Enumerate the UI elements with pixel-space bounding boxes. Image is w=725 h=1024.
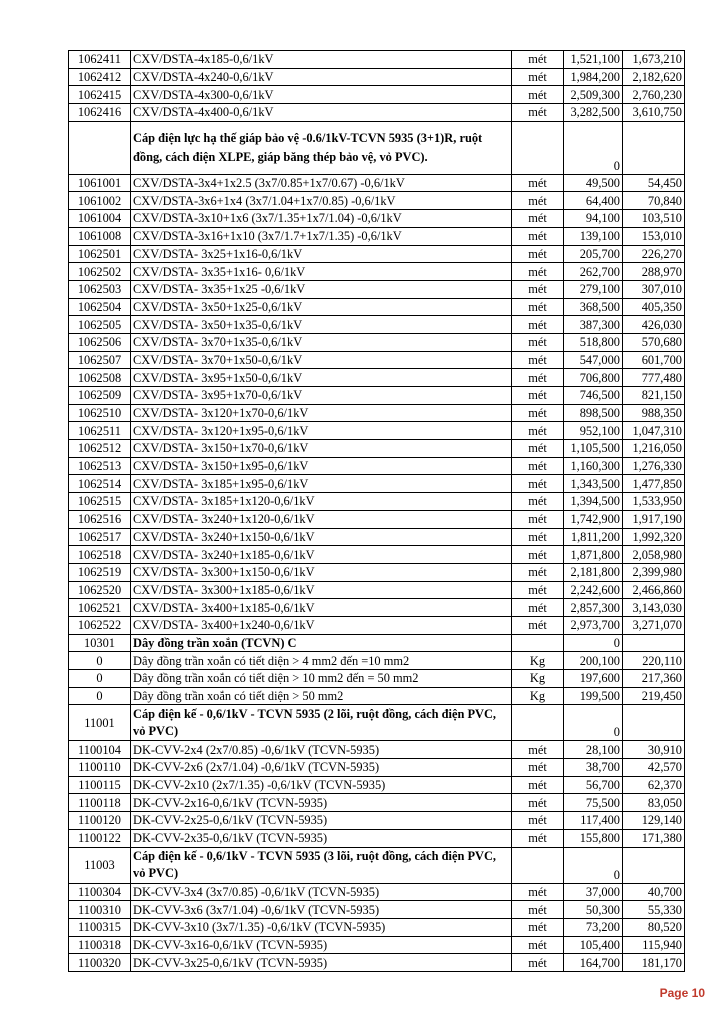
unit-cell: Kg bbox=[512, 687, 564, 705]
unit-cell: mét bbox=[512, 68, 564, 86]
unit-cell: mét bbox=[512, 404, 564, 422]
price-cell: 164,700 bbox=[564, 954, 623, 972]
price-vat-cell: 115,940 bbox=[623, 936, 685, 954]
product-name-cell: CXV/DSTA-3x6+1x4 (3x7/1.04+1x7/0.85) -0,6/1kV bbox=[131, 192, 512, 210]
product-code-cell: 1062415 bbox=[69, 86, 131, 104]
unit-cell: mét bbox=[512, 369, 564, 387]
product-code-cell: 1100104 bbox=[69, 741, 131, 759]
price-vat-cell: 1,992,320 bbox=[623, 528, 685, 546]
table-row bbox=[69, 546, 685, 564]
product-code-cell: 1062508 bbox=[69, 369, 131, 387]
table-row bbox=[69, 936, 685, 954]
product-name-cell: CXV/DSTA- 3x35+1x16- 0,6/1kV bbox=[131, 263, 512, 281]
unit-cell: mét bbox=[512, 351, 564, 369]
table-row bbox=[69, 404, 685, 422]
product-code-cell: 1100120 bbox=[69, 812, 131, 830]
product-code-cell: 1062514 bbox=[69, 475, 131, 493]
unit-cell: mét bbox=[512, 210, 564, 228]
product-name-cell: Cáp điện kế - 0,6/1kV - TCVN 5935 (2 lõi, ruột đồng, cách điện PVC, vỏ PVC) bbox=[131, 705, 512, 741]
price-vat-cell: 2,399,980 bbox=[623, 563, 685, 581]
product-name-cell: Cáp điện lực hạ thế giáp bảo vệ -0.6/1kV-TCVN 5935 (3+1)R, ruột đồng, cách điện XLPE, giáp băng thép bảo vệ, vỏ PVC). bbox=[131, 121, 512, 174]
price-cell: 387,300 bbox=[564, 316, 623, 334]
product-name-cell: CXV/DSTA- 3x240+1x150-0,6/1kV bbox=[131, 528, 512, 546]
product-name-cell: CXV/DSTA- 3x120+1x95-0,6/1kV bbox=[131, 422, 512, 440]
price-vat-cell: 1,477,850 bbox=[623, 475, 685, 493]
unit-cell: mét bbox=[512, 387, 564, 405]
unit-cell: Kg bbox=[512, 652, 564, 670]
price-cell: 1,871,800 bbox=[564, 546, 623, 564]
product-code-cell: 1061008 bbox=[69, 227, 131, 245]
unit-cell: mét bbox=[512, 954, 564, 972]
table-row bbox=[69, 104, 685, 122]
unit-cell: mét bbox=[512, 776, 564, 794]
product-name-cell: DK-CVV-2x25-0,6/1kV (TCVN-5935) bbox=[131, 812, 512, 830]
table-row bbox=[69, 68, 685, 86]
price-vat-cell: 181,170 bbox=[623, 954, 685, 972]
product-code-cell: 1100310 bbox=[69, 901, 131, 919]
price-cell: 547,000 bbox=[564, 351, 623, 369]
product-name-cell: Dây đồng trần xoắn có tiết diện > 50 mm2 bbox=[131, 687, 512, 705]
price-vat-cell: 426,030 bbox=[623, 316, 685, 334]
unit-cell: mét bbox=[512, 475, 564, 493]
price-cell: 199,500 bbox=[564, 687, 623, 705]
price-vat-cell bbox=[623, 705, 685, 741]
price-vat-cell: 171,380 bbox=[623, 829, 685, 847]
product-name-cell: CXV/DSTA- 3x95+1x50-0,6/1kV bbox=[131, 369, 512, 387]
price-cell: 0 bbox=[564, 705, 623, 741]
product-name-cell: DK-CVV-3x16-0,6/1kV (TCVN-5935) bbox=[131, 936, 512, 954]
product-code-cell: 1100320 bbox=[69, 954, 131, 972]
price-cell: 2,973,700 bbox=[564, 616, 623, 634]
product-code-cell: 1062519 bbox=[69, 563, 131, 581]
price-vat-cell: 988,350 bbox=[623, 404, 685, 422]
table-row bbox=[69, 333, 685, 351]
product-code-cell bbox=[69, 121, 131, 174]
price-cell: 1,343,500 bbox=[564, 475, 623, 493]
price-cell: 56,700 bbox=[564, 776, 623, 794]
product-code-cell: 1061002 bbox=[69, 192, 131, 210]
unit-cell: mét bbox=[512, 883, 564, 901]
unit-cell: mét bbox=[512, 316, 564, 334]
table-row bbox=[69, 245, 685, 263]
unit-cell: mét bbox=[512, 457, 564, 475]
price-vat-cell: 217,360 bbox=[623, 670, 685, 688]
product-name-cell: CXV/DSTA-4x240-0,6/1kV bbox=[131, 68, 512, 86]
product-code-cell: 1100304 bbox=[69, 883, 131, 901]
product-name-cell: CXV/DSTA- 3x300+1x185-0,6/1kV bbox=[131, 581, 512, 599]
table-row bbox=[69, 475, 685, 493]
unit-cell: mét bbox=[512, 546, 564, 564]
price-vat-cell: 1,216,050 bbox=[623, 440, 685, 458]
product-code-cell: 1062522 bbox=[69, 616, 131, 634]
table-row bbox=[69, 227, 685, 245]
table-row bbox=[69, 528, 685, 546]
product-name-cell: CXV/DSTA- 3x35+1x25 -0,6/1kV bbox=[131, 280, 512, 298]
section-header-row bbox=[69, 634, 685, 652]
product-code-cell: 1062517 bbox=[69, 528, 131, 546]
price-cell: 279,100 bbox=[564, 280, 623, 298]
product-name-cell: CXV/DSTA- 3x150+1x70-0,6/1kV bbox=[131, 440, 512, 458]
table-row bbox=[69, 794, 685, 812]
price-vat-cell: 40,700 bbox=[623, 883, 685, 901]
unit-cell: mét bbox=[512, 918, 564, 936]
price-vat-cell: 80,520 bbox=[623, 918, 685, 936]
price-cell: 75,500 bbox=[564, 794, 623, 812]
price-cell: 262,700 bbox=[564, 263, 623, 281]
price-cell: 64,400 bbox=[564, 192, 623, 210]
price-vat-cell: 307,010 bbox=[623, 280, 685, 298]
unit-cell: mét bbox=[512, 298, 564, 316]
product-name-cell: CXV/DSTA- 3x240+1x120-0,6/1kV bbox=[131, 510, 512, 528]
table-row bbox=[69, 316, 685, 334]
product-code-cell: 1062412 bbox=[69, 68, 131, 86]
unit-cell: mét bbox=[512, 192, 564, 210]
price-vat-cell: 405,350 bbox=[623, 298, 685, 316]
price-cell: 139,100 bbox=[564, 227, 623, 245]
product-code-cell: 1100122 bbox=[69, 829, 131, 847]
table-row bbox=[69, 918, 685, 936]
table-row bbox=[69, 776, 685, 794]
price-cell: 49,500 bbox=[564, 174, 623, 192]
price-cell: 1,394,500 bbox=[564, 493, 623, 511]
product-code-cell: 1100110 bbox=[69, 759, 131, 777]
unit-cell: mét bbox=[512, 528, 564, 546]
price-cell: 200,100 bbox=[564, 652, 623, 670]
product-name-cell: CXV/DSTA- 3x50+1x25-0,6/1kV bbox=[131, 298, 512, 316]
product-code-cell: 1100315 bbox=[69, 918, 131, 936]
product-name-cell: CXV/DSTA-3x4+1x2.5 (3x7/0.85+1x7/0.67) -0,6/1kV bbox=[131, 174, 512, 192]
table-row bbox=[69, 280, 685, 298]
product-code-cell: 1100118 bbox=[69, 794, 131, 812]
unit-cell: mét bbox=[512, 812, 564, 830]
price-cell: 94,100 bbox=[564, 210, 623, 228]
table-row bbox=[69, 563, 685, 581]
price-cell: 1,160,300 bbox=[564, 457, 623, 475]
product-code-cell: 1100318 bbox=[69, 936, 131, 954]
product-code-cell: 0 bbox=[69, 670, 131, 688]
price-cell: 37,000 bbox=[564, 883, 623, 901]
unit-cell: mét bbox=[512, 280, 564, 298]
price-cell: 1,742,900 bbox=[564, 510, 623, 528]
product-code-cell: 1062512 bbox=[69, 440, 131, 458]
table-row bbox=[69, 829, 685, 847]
product-name-cell: CXV/DSTA- 3x185+1x95-0,6/1kV bbox=[131, 475, 512, 493]
price-cell: 706,800 bbox=[564, 369, 623, 387]
price-cell: 155,800 bbox=[564, 829, 623, 847]
price-vat-cell: 153,010 bbox=[623, 227, 685, 245]
product-code-cell: 1062501 bbox=[69, 245, 131, 263]
unit-cell bbox=[512, 705, 564, 741]
price-vat-cell: 2,058,980 bbox=[623, 546, 685, 564]
product-code-cell: 11003 bbox=[69, 847, 131, 883]
price-vat-cell: 83,050 bbox=[623, 794, 685, 812]
product-name-cell: DK-CVV-3x6 (3x7/1.04) -0,6/1kV (TCVN-5935) bbox=[131, 901, 512, 919]
product-name-cell: CXV/DSTA- 3x50+1x35-0,6/1kV bbox=[131, 316, 512, 334]
price-cell: 3,282,500 bbox=[564, 104, 623, 122]
price-cell: 898,500 bbox=[564, 404, 623, 422]
product-code-cell: 0 bbox=[69, 652, 131, 670]
table-row bbox=[69, 192, 685, 210]
product-name-cell: DK-CVV-3x25-0,6/1kV (TCVN-5935) bbox=[131, 954, 512, 972]
price-vat-cell: 2,760,230 bbox=[623, 86, 685, 104]
price-vat-cell: 103,510 bbox=[623, 210, 685, 228]
unit-cell bbox=[512, 634, 564, 652]
unit-cell: mét bbox=[512, 174, 564, 192]
price-vat-cell: 3,271,070 bbox=[623, 616, 685, 634]
product-code-cell: 1100115 bbox=[69, 776, 131, 794]
product-name-cell: CXV/DSTA- 3x150+1x95-0,6/1kV bbox=[131, 457, 512, 475]
price-vat-cell: 220,110 bbox=[623, 652, 685, 670]
product-code-cell: 0 bbox=[69, 687, 131, 705]
price-vat-cell: 219,450 bbox=[623, 687, 685, 705]
table-row bbox=[69, 616, 685, 634]
price-vat-cell: 821,150 bbox=[623, 387, 685, 405]
table-row bbox=[69, 599, 685, 617]
product-name-cell: CXV/DSTA-4x400-0,6/1kV bbox=[131, 104, 512, 122]
product-code-cell: 1062515 bbox=[69, 493, 131, 511]
product-name-cell: CXV/DSTA- 3x400+1x185-0,6/1kV bbox=[131, 599, 512, 617]
product-code-cell: 1062503 bbox=[69, 280, 131, 298]
product-name-cell: CXV/DSTA- 3x185+1x120-0,6/1kV bbox=[131, 493, 512, 511]
table-row bbox=[69, 174, 685, 192]
unit-cell: mét bbox=[512, 86, 564, 104]
product-name-cell: CXV/DSTA- 3x25+1x16-0,6/1kV bbox=[131, 245, 512, 263]
price-cell: 746,500 bbox=[564, 387, 623, 405]
price-table-container bbox=[68, 50, 685, 972]
price-table bbox=[68, 50, 685, 972]
product-name-cell: CXV/DSTA-3x10+1x6 (3x7/1.35+1x7/1.04) -0,6/1kV bbox=[131, 210, 512, 228]
product-name-cell: DK-CVV-2x4 (2x7/0.85) -0,6/1kV (TCVN-5935) bbox=[131, 741, 512, 759]
price-cell: 368,500 bbox=[564, 298, 623, 316]
price-cell: 952,100 bbox=[564, 422, 623, 440]
price-vat-cell: 2,182,620 bbox=[623, 68, 685, 86]
product-name-cell: CXV/DSTA- 3x95+1x70-0,6/1kV bbox=[131, 387, 512, 405]
unit-cell: mét bbox=[512, 333, 564, 351]
product-name-cell: CXV/DSTA- 3x120+1x70-0,6/1kV bbox=[131, 404, 512, 422]
product-code-cell: 1062520 bbox=[69, 581, 131, 599]
table-row bbox=[69, 652, 685, 670]
table-row bbox=[69, 210, 685, 228]
unit-cell: Kg bbox=[512, 670, 564, 688]
price-vat-cell: 54,450 bbox=[623, 174, 685, 192]
price-vat-cell: 288,970 bbox=[623, 263, 685, 281]
product-code-cell: 1062506 bbox=[69, 333, 131, 351]
price-vat-cell bbox=[623, 634, 685, 652]
product-name-cell: DK-CVV-2x16-0,6/1kV (TCVN-5935) bbox=[131, 794, 512, 812]
product-name-cell: DK-CVV-3x4 (3x7/0.85) -0,6/1kV (TCVN-5935) bbox=[131, 883, 512, 901]
product-code-cell: 1062510 bbox=[69, 404, 131, 422]
price-cell: 205,700 bbox=[564, 245, 623, 263]
product-name-cell: Cáp điện kế - 0,6/1kV - TCVN 5935 (3 lõi, ruột đồng, cách điện PVC, vỏ PVC) bbox=[131, 847, 512, 883]
section-header-row bbox=[69, 705, 685, 741]
table-row bbox=[69, 741, 685, 759]
table-row bbox=[69, 298, 685, 316]
product-name-cell: CXV/DSTA- 3x300+1x150-0,6/1kV bbox=[131, 563, 512, 581]
price-vat-cell bbox=[623, 121, 685, 174]
product-name-cell: CXV/DSTA- 3x400+1x240-0,6/1kV bbox=[131, 616, 512, 634]
product-code-cell: 1062511 bbox=[69, 422, 131, 440]
table-row bbox=[69, 263, 685, 281]
unit-cell: mét bbox=[512, 422, 564, 440]
product-name-cell: DK-CVV-2x6 (2x7/1.04) -0,6/1kV (TCVN-5935) bbox=[131, 759, 512, 777]
product-name-cell: CXV/DSTA- 3x240+1x185-0,6/1kV bbox=[131, 546, 512, 564]
price-vat-cell: 777,480 bbox=[623, 369, 685, 387]
price-cell: 518,800 bbox=[564, 333, 623, 351]
product-code-cell: 1062513 bbox=[69, 457, 131, 475]
unit-cell: mét bbox=[512, 829, 564, 847]
price-vat-cell bbox=[623, 847, 685, 883]
price-cell: 50,300 bbox=[564, 901, 623, 919]
unit-cell bbox=[512, 121, 564, 174]
price-cell: 117,400 bbox=[564, 812, 623, 830]
price-vat-cell: 601,700 bbox=[623, 351, 685, 369]
price-cell: 0 bbox=[564, 121, 623, 174]
product-name-cell: CXV/DSTA-4x300-0,6/1kV bbox=[131, 86, 512, 104]
table-row bbox=[69, 387, 685, 405]
product-code-cell: 1061001 bbox=[69, 174, 131, 192]
unit-cell: mét bbox=[512, 263, 564, 281]
price-cell: 105,400 bbox=[564, 936, 623, 954]
price-vat-cell: 42,570 bbox=[623, 759, 685, 777]
table-row bbox=[69, 883, 685, 901]
product-code-cell: 1062502 bbox=[69, 263, 131, 281]
price-vat-cell: 226,270 bbox=[623, 245, 685, 263]
price-cell: 1,105,500 bbox=[564, 440, 623, 458]
unit-cell: mét bbox=[512, 759, 564, 777]
price-cell: 28,100 bbox=[564, 741, 623, 759]
table-row bbox=[69, 670, 685, 688]
unit-cell: mét bbox=[512, 227, 564, 245]
price-vat-cell: 129,140 bbox=[623, 812, 685, 830]
price-cell: 2,857,300 bbox=[564, 599, 623, 617]
product-name-cell: DK-CVV-3x10 (3x7/1.35) -0,6/1kV (TCVN-5935) bbox=[131, 918, 512, 936]
price-cell: 1,984,200 bbox=[564, 68, 623, 86]
price-vat-cell: 1,276,330 bbox=[623, 457, 685, 475]
price-vat-cell: 1,047,310 bbox=[623, 422, 685, 440]
product-code-cell: 1062504 bbox=[69, 298, 131, 316]
price-vat-cell: 1,533,950 bbox=[623, 493, 685, 511]
product-name-cell: CXV/DSTA-4x185-0,6/1kV bbox=[131, 51, 512, 69]
table-row bbox=[69, 687, 685, 705]
product-code-cell: 1062509 bbox=[69, 387, 131, 405]
unit-cell: mét bbox=[512, 794, 564, 812]
table-row bbox=[69, 51, 685, 69]
table-row bbox=[69, 86, 685, 104]
unit-cell: mét bbox=[512, 599, 564, 617]
price-vat-cell: 570,680 bbox=[623, 333, 685, 351]
price-cell: 197,600 bbox=[564, 670, 623, 688]
table-row bbox=[69, 759, 685, 777]
product-name-cell: DK-CVV-2x10 (2x7/1.35) -0,6/1kV (TCVN-5935) bbox=[131, 776, 512, 794]
unit-cell: mét bbox=[512, 581, 564, 599]
unit-cell: mét bbox=[512, 616, 564, 634]
unit-cell: mét bbox=[512, 440, 564, 458]
product-code-cell: 1062507 bbox=[69, 351, 131, 369]
price-cell: 2,509,300 bbox=[564, 86, 623, 104]
product-code-cell: 1062518 bbox=[69, 546, 131, 564]
product-code-cell: 1062516 bbox=[69, 510, 131, 528]
product-code-cell: 10301 bbox=[69, 634, 131, 652]
table-row bbox=[69, 351, 685, 369]
price-vat-cell: 30,910 bbox=[623, 741, 685, 759]
table-row bbox=[69, 493, 685, 511]
price-cell: 2,181,800 bbox=[564, 563, 623, 581]
unit-cell: mét bbox=[512, 936, 564, 954]
price-cell: 0 bbox=[564, 847, 623, 883]
price-cell: 38,700 bbox=[564, 759, 623, 777]
price-vat-cell: 3,143,030 bbox=[623, 599, 685, 617]
table-row bbox=[69, 369, 685, 387]
product-name-cell: Dây đồng trần xoắn có tiết diện > 10 mm2 đến = 50 mm2 bbox=[131, 670, 512, 688]
unit-cell: mét bbox=[512, 245, 564, 263]
table-row bbox=[69, 510, 685, 528]
price-cell: 1,521,100 bbox=[564, 51, 623, 69]
price-vat-cell: 70,840 bbox=[623, 192, 685, 210]
product-code-cell: 1061004 bbox=[69, 210, 131, 228]
price-cell: 73,200 bbox=[564, 918, 623, 936]
unit-cell: mét bbox=[512, 901, 564, 919]
product-name-cell: CXV/DSTA-3x16+1x10 (3x7/1.7+1x7/1.35) -0,6/1kV bbox=[131, 227, 512, 245]
table-row bbox=[69, 901, 685, 919]
price-vat-cell: 1,673,210 bbox=[623, 51, 685, 69]
price-vat-cell: 55,330 bbox=[623, 901, 685, 919]
product-code-cell: 1062505 bbox=[69, 316, 131, 334]
product-name-cell: Dây đồng trần xoắn có tiết diện > 4 mm2 đến =10 mm2 bbox=[131, 652, 512, 670]
table-row bbox=[69, 457, 685, 475]
product-name-cell: Dây đồng trần xoắn (TCVN) C bbox=[131, 634, 512, 652]
price-cell: 2,242,600 bbox=[564, 581, 623, 599]
table-row bbox=[69, 440, 685, 458]
product-code-cell: 1062411 bbox=[69, 51, 131, 69]
section-header-row bbox=[69, 847, 685, 883]
price-vat-cell: 62,370 bbox=[623, 776, 685, 794]
product-code-cell: 1062416 bbox=[69, 104, 131, 122]
table-row bbox=[69, 954, 685, 972]
table-row bbox=[69, 581, 685, 599]
section-header-row bbox=[69, 121, 685, 174]
price-vat-cell: 3,610,750 bbox=[623, 104, 685, 122]
product-name-cell: DK-CVV-2x35-0,6/1kV (TCVN-5935) bbox=[131, 829, 512, 847]
product-code-cell: 1062521 bbox=[69, 599, 131, 617]
unit-cell: mét bbox=[512, 510, 564, 528]
unit-cell: mét bbox=[512, 493, 564, 511]
unit-cell bbox=[512, 847, 564, 883]
unit-cell: mét bbox=[512, 51, 564, 69]
product-name-cell: CXV/DSTA- 3x70+1x50-0,6/1kV bbox=[131, 351, 512, 369]
table-row bbox=[69, 422, 685, 440]
unit-cell: mét bbox=[512, 104, 564, 122]
price-table-body bbox=[69, 51, 685, 972]
price-cell: 0 bbox=[564, 634, 623, 652]
page-number: Page 10 bbox=[659, 986, 705, 1000]
product-code-cell: 11001 bbox=[69, 705, 131, 741]
table-row bbox=[69, 812, 685, 830]
price-vat-cell: 2,466,860 bbox=[623, 581, 685, 599]
unit-cell: mét bbox=[512, 563, 564, 581]
price-vat-cell: 1,917,190 bbox=[623, 510, 685, 528]
unit-cell: mét bbox=[512, 741, 564, 759]
product-name-cell: CXV/DSTA- 3x70+1x35-0,6/1kV bbox=[131, 333, 512, 351]
price-cell: 1,811,200 bbox=[564, 528, 623, 546]
